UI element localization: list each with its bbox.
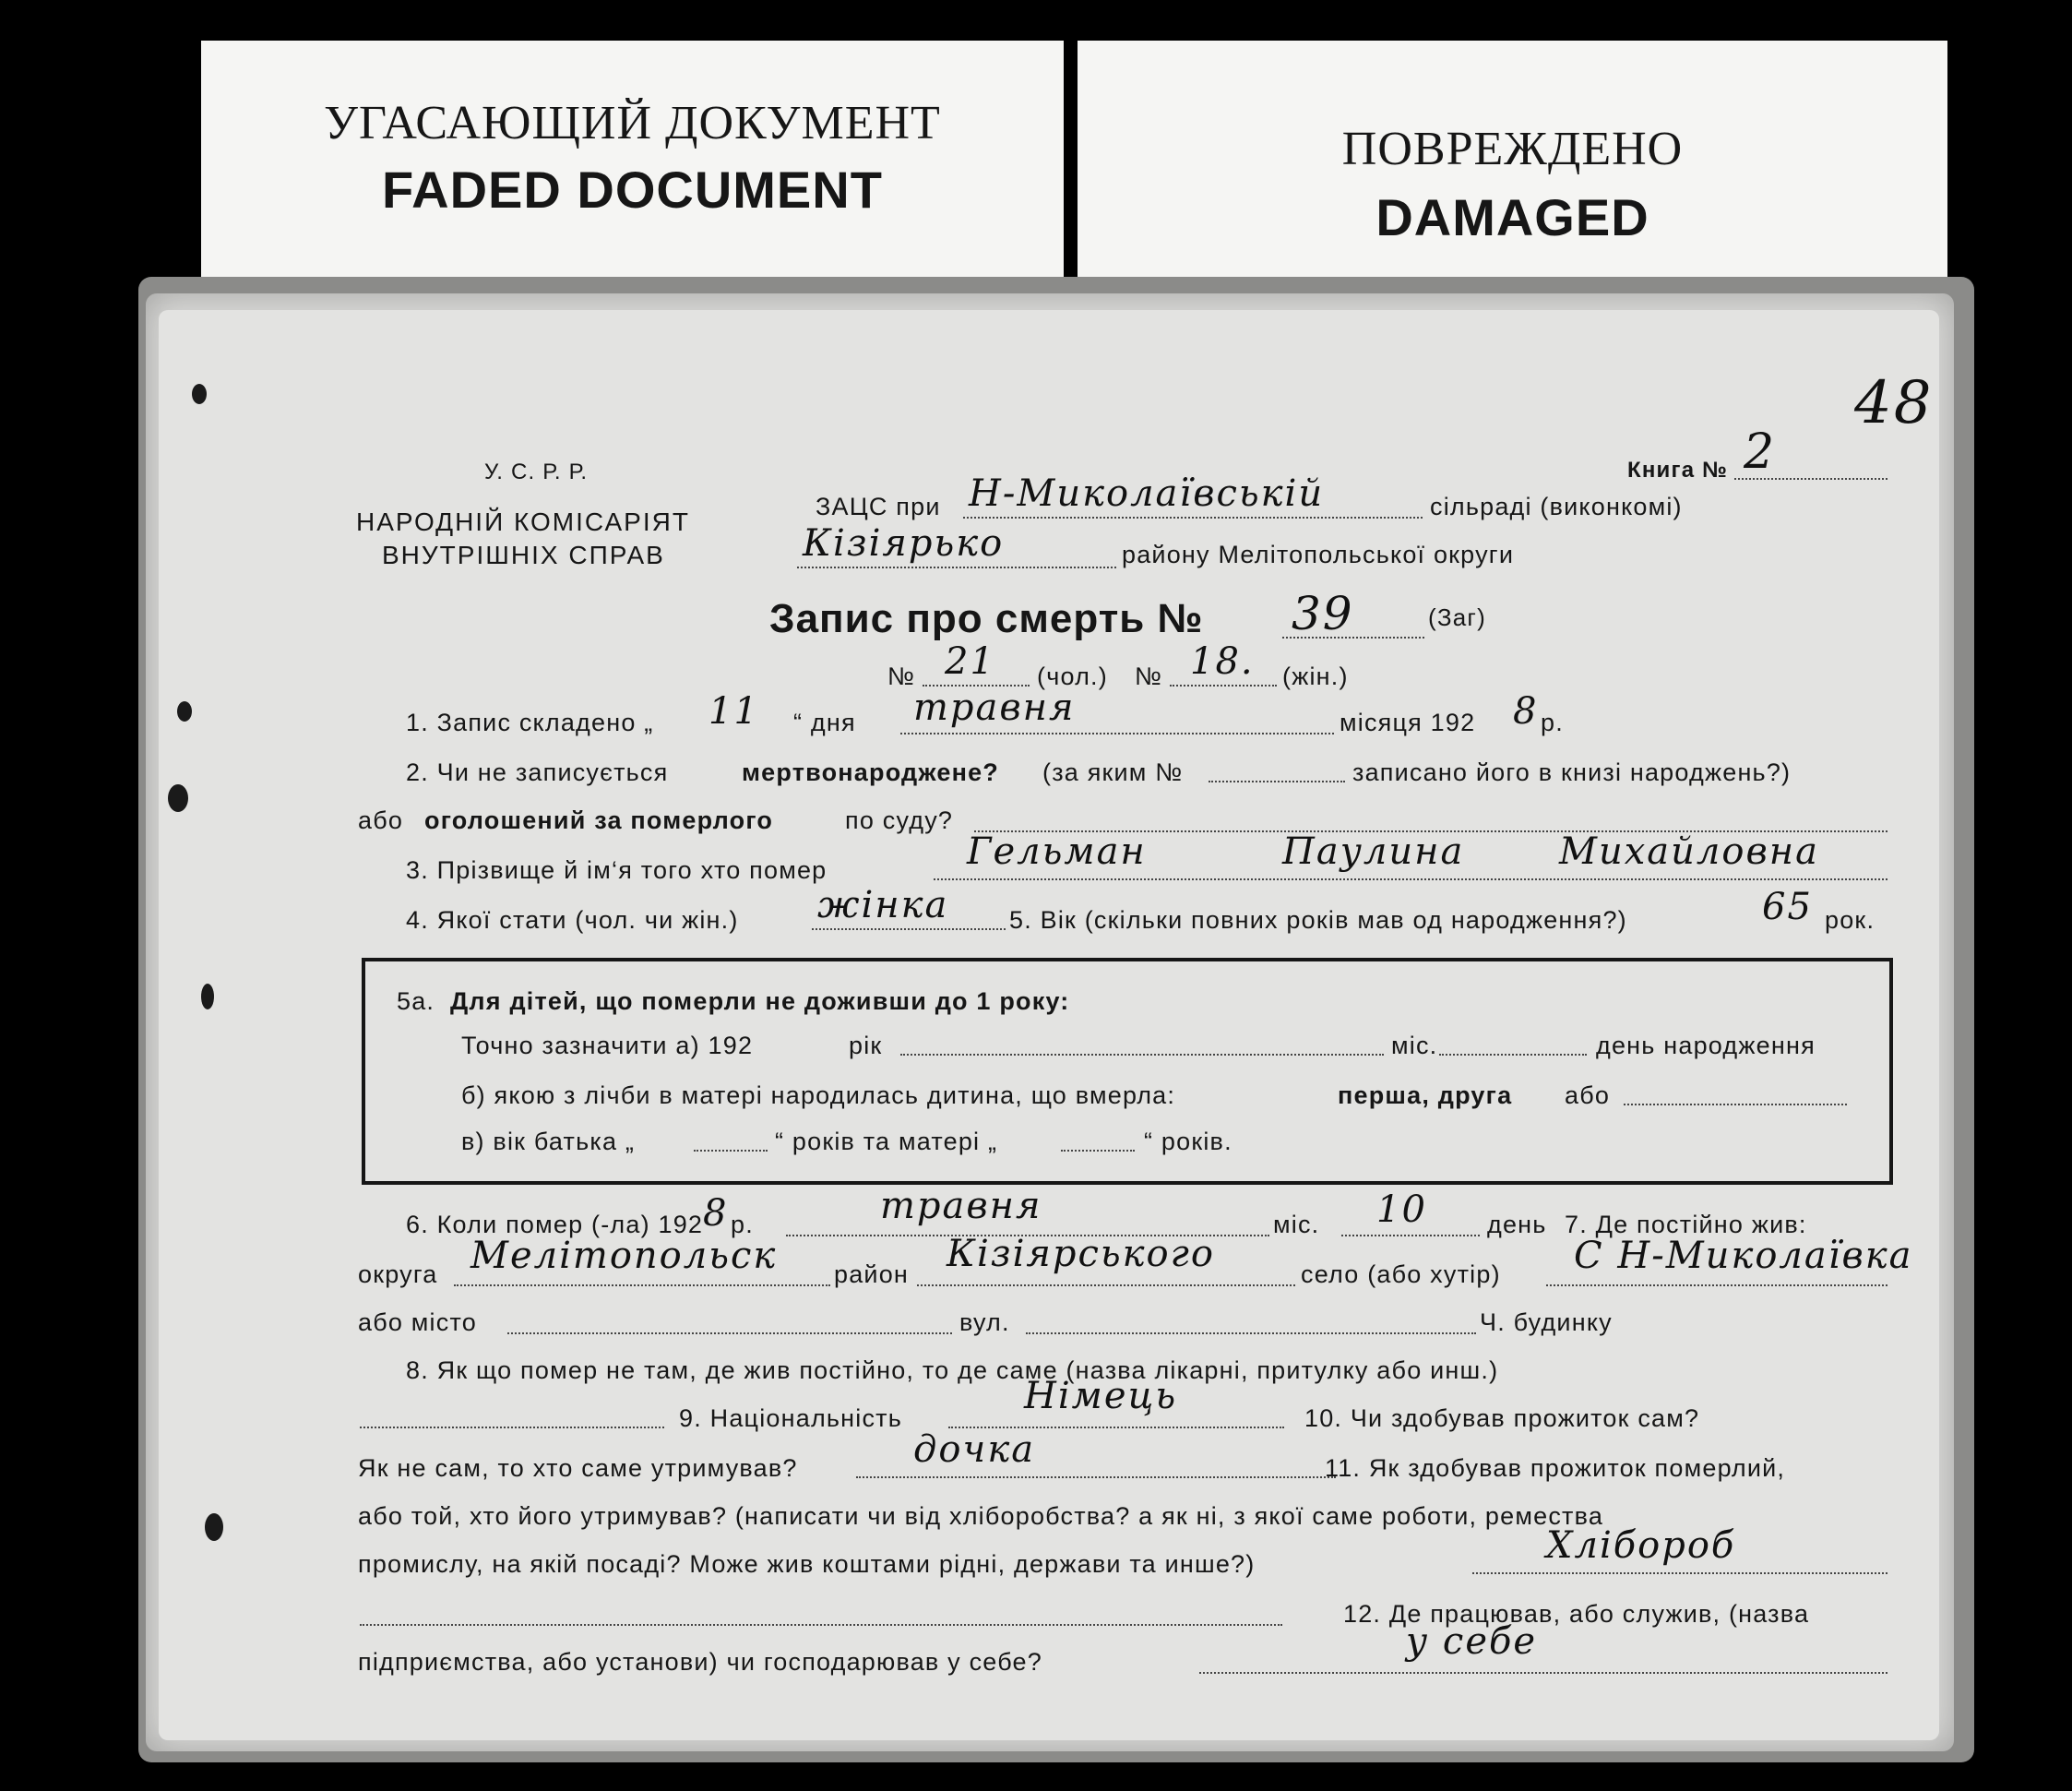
age-unit: рок. xyxy=(1825,906,1876,934)
binding-hole xyxy=(168,784,188,812)
line11-label-b: або той, хто його утримував? (написати чи від хліборобства? а як ні, з якої саме роботи, ремества xyxy=(358,1502,1604,1530)
line2-or: або xyxy=(358,806,404,834)
record-month-line xyxy=(900,733,1334,734)
deceased-surname: Гельман xyxy=(967,830,1147,873)
female-label: (жін.) xyxy=(1282,663,1349,690)
infant-section-title: Для дітей, що померли не доживши до 1 року: xyxy=(450,987,1070,1015)
line11-label-a: 11. Як здобував прожиток померлий, xyxy=(1325,1454,1786,1482)
rayon-value: Кізіярського xyxy=(947,1233,1215,1275)
line2-label: 2. Чи не записується xyxy=(406,758,669,786)
district-line xyxy=(797,567,1116,568)
line6-label: 6. Коли помер (-ла) 192 xyxy=(406,1211,704,1238)
deceased-name-line xyxy=(934,878,1887,880)
infant-month-line xyxy=(1439,1054,1587,1056)
damaged-document-label xyxy=(1078,41,1947,299)
deceased-sex: жінка xyxy=(817,884,949,926)
line10b-label: Як не сам, то хто саме утримував? xyxy=(358,1454,798,1482)
zags-suffix: сільраді (виконкомі) xyxy=(1430,493,1683,520)
page-number: 48 xyxy=(1854,369,1934,437)
line5-label: 5. Вік (скільки повних років мав од народження?) xyxy=(1009,906,1627,934)
line7-label: 7. Де постійно жив: xyxy=(1565,1211,1807,1238)
mother-age-line xyxy=(1061,1150,1135,1152)
record-year-digit: 8 xyxy=(1513,690,1539,733)
occupation-line-2 xyxy=(360,1624,1282,1626)
binding-hole xyxy=(177,701,192,722)
infant-section-number: 5а. xyxy=(397,987,435,1015)
line1-label: 1. Запис складено „ xyxy=(406,709,654,736)
deceased-patronymic: Михайловна xyxy=(1559,830,1819,873)
city-label: або місто xyxy=(358,1308,477,1336)
house-label: Ч. будинку xyxy=(1480,1308,1613,1336)
infant-line-c-1: в) вік батька „ xyxy=(461,1128,636,1155)
line4-label: 4. Якої стати (чол. чи жін.) xyxy=(406,906,739,934)
female-number: 18. xyxy=(1190,640,1255,683)
form-title: Запис про смерть № xyxy=(769,596,1204,641)
infant-year-line xyxy=(900,1054,1384,1056)
rayon-line xyxy=(917,1284,1295,1286)
infant-line-c-2: “ років та матері „ xyxy=(775,1128,998,1155)
deceased-age: 65 xyxy=(1762,886,1813,928)
stillborn-number-line xyxy=(1209,781,1345,782)
sex-line xyxy=(812,928,1006,930)
supporter-line xyxy=(856,1476,1336,1478)
line2-stillborn: мертвонароджене? xyxy=(742,758,999,786)
workplace-value: у себе xyxy=(1406,1620,1538,1663)
faded-label-en: FADED DOCUMENT xyxy=(382,161,883,219)
street-label: вул. xyxy=(959,1308,1010,1336)
female-number-sign: № xyxy=(1135,663,1163,690)
line3-label: 3. Прізвище й ім‘я того хто помер xyxy=(406,856,828,884)
faded-label-ru: УГАСАЮЩИЙ ДОКУМЕНТ xyxy=(324,97,941,149)
village-value: С Н-Миколаївка xyxy=(1574,1235,1913,1277)
infant-line-a-1: Точно зазначити а) 192 xyxy=(461,1032,754,1059)
street-line xyxy=(1026,1332,1476,1334)
line8-label: 8. Як що помер не там, де жив постійно, то де саме (назва лікарні, притулку або инш.) xyxy=(406,1356,1499,1384)
father-age-line xyxy=(694,1150,768,1152)
male-number-sign: № xyxy=(887,663,916,690)
death-day-line xyxy=(1341,1235,1480,1236)
line10-label: 10. Чи здобував прожиток сам? xyxy=(1304,1404,1700,1432)
damaged-label-ru: ПОВРЕЖДЕНО xyxy=(1341,123,1684,175)
zags-council-line xyxy=(963,517,1423,519)
death-day: 10 xyxy=(1376,1188,1427,1231)
line12-label-b: підприємства, або установи) чи господарював у себе? xyxy=(358,1648,1042,1676)
infant-line-a-4: день народження xyxy=(1596,1032,1816,1059)
district-name: Кізіярько xyxy=(803,522,1005,565)
infant-line-c-3: “ років. xyxy=(1144,1128,1232,1155)
village-line xyxy=(1546,1284,1887,1286)
zag-label: (Заг) xyxy=(1428,603,1486,631)
line1-year-suffix: р. xyxy=(1541,709,1564,736)
city-line xyxy=(507,1332,952,1334)
header-commissariat-line2: ВНУТРІШНІХ СПРАВ xyxy=(382,541,665,569)
infant-line-a-2: рік xyxy=(849,1032,883,1059)
binding-hole xyxy=(205,1513,223,1541)
workplace-line xyxy=(1199,1672,1887,1674)
line6-month-label: міс. xyxy=(1273,1211,1320,1238)
line2-by-court: по суду? xyxy=(845,806,954,834)
book-label: Книга № xyxy=(1627,458,1729,483)
line8-answer-line xyxy=(360,1427,664,1428)
nationality-value: Німець xyxy=(1024,1375,1178,1417)
line9-label: 9. Національність xyxy=(679,1404,903,1432)
infant-line-b-order: перша, друга xyxy=(1338,1081,1513,1109)
line2-birth-book: записано його в книзі народжень?) xyxy=(1352,758,1792,786)
line1-year-label: місяця 192 xyxy=(1340,709,1476,736)
occupation-value: Хлібороб xyxy=(1546,1524,1736,1567)
infant-order-line xyxy=(1624,1104,1847,1105)
header-usrr: У. С. Р. Р. xyxy=(484,460,589,484)
deceased-first-name: Паулина xyxy=(1282,830,1465,873)
okruga-label: округа xyxy=(358,1260,438,1288)
female-number-line xyxy=(1170,685,1277,687)
record-number: 39 xyxy=(1292,587,1354,640)
infant-line-b-2: або xyxy=(1565,1081,1611,1109)
occupation-line xyxy=(1472,1572,1887,1574)
line2-declared-dead: оголошений за померлого xyxy=(424,806,774,834)
okruga-line xyxy=(454,1284,830,1286)
line6-year-suffix: р. xyxy=(731,1211,754,1238)
infant-line-b-1: б) якою з лічби в матері народилась дитина, що вмерла: xyxy=(461,1081,1176,1109)
damaged-label-en: DAMAGED xyxy=(1375,188,1649,246)
infant-line-a-3: міс. xyxy=(1391,1032,1438,1059)
rayon-label: район xyxy=(834,1260,910,1288)
supporter-value: дочка xyxy=(913,1428,1036,1471)
line6-day-label: день xyxy=(1487,1211,1547,1238)
okruga-value: Мелітопольск xyxy=(470,1235,778,1277)
binding-hole xyxy=(192,384,207,404)
village-label: село (або хутір) xyxy=(1301,1260,1501,1288)
line2-number-label: (за яким № xyxy=(1042,758,1184,786)
line1-day-suffix: “ дня xyxy=(793,709,856,736)
death-month: травня xyxy=(880,1185,1042,1227)
zags-prefix: ЗАЦС при xyxy=(816,493,941,520)
district-suffix: району Мелітопольської округи xyxy=(1122,541,1515,568)
header-commissariat-line1: НАРОДНІЙ КОМІСАРІЯТ xyxy=(356,507,690,536)
faded-document-label xyxy=(201,41,1064,299)
binding-hole xyxy=(201,984,214,1009)
male-label: (чол.) xyxy=(1037,663,1108,690)
death-year-digit: 8 xyxy=(703,1192,729,1235)
line11-label-c: промислу, на якій посаді? Може жив коштами рідні, держави та инше?) xyxy=(358,1550,1256,1578)
male-number: 21 xyxy=(945,640,995,683)
record-month: травня xyxy=(913,687,1076,729)
zags-council: Н-Миколаївській xyxy=(969,472,1325,515)
record-day: 11 xyxy=(709,690,759,733)
book-number: 2 xyxy=(1744,424,1777,480)
line12-label-a: 12. Де працював, або служив, (назва xyxy=(1343,1600,1810,1628)
